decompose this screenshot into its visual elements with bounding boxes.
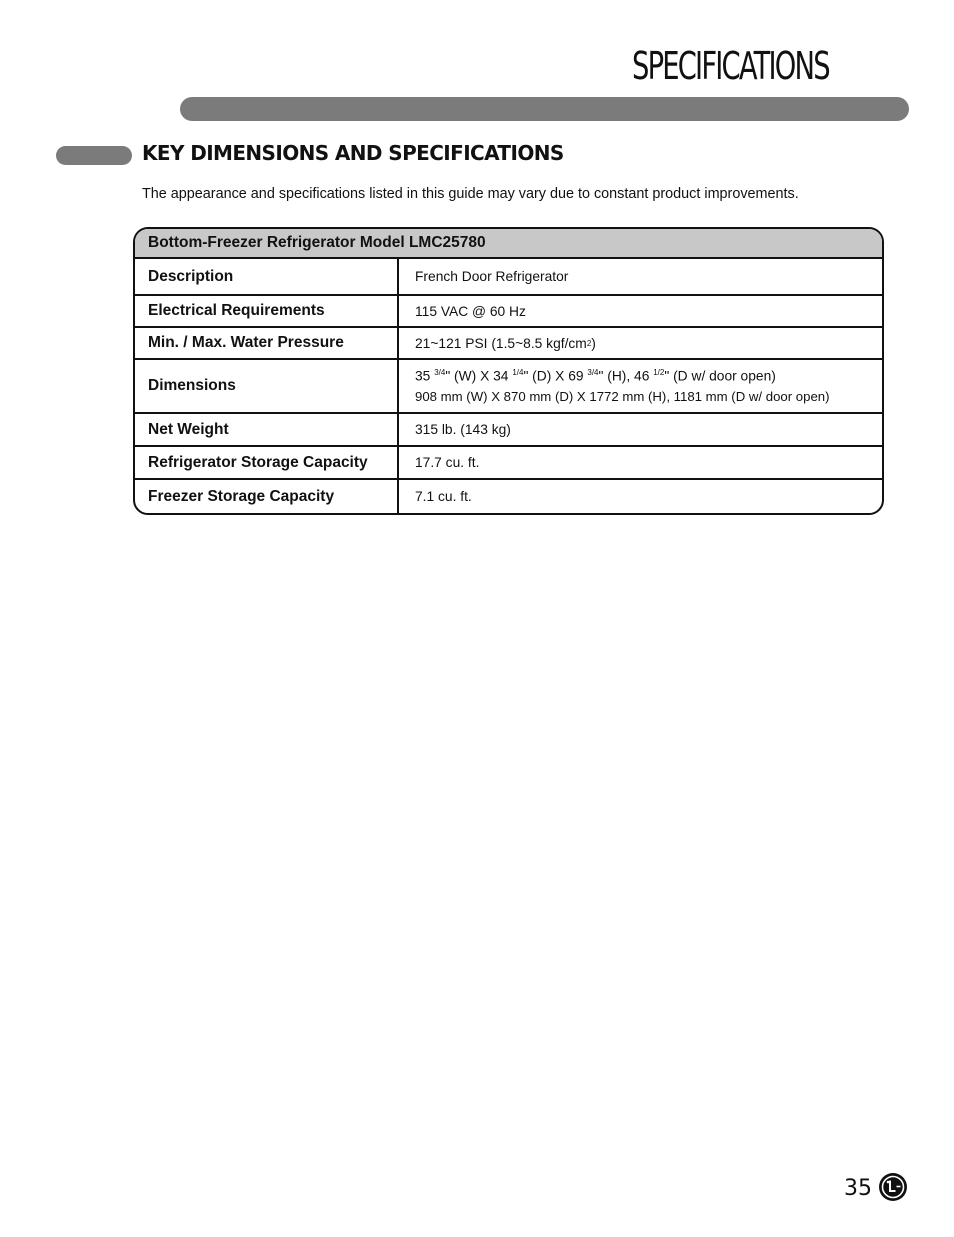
row-value: 315 lb. (143 kg)	[415, 422, 511, 437]
row-label: Dimensions	[135, 360, 399, 412]
table-row	[135, 414, 882, 447]
row-value: 115 VAC @ 60 Hz	[415, 303, 526, 319]
section-title: KEY DIMENSIONS AND SPECIFICATIONS	[142, 141, 564, 165]
header-bar	[180, 97, 909, 121]
fraction: 1/2	[653, 368, 665, 378]
table-row	[135, 360, 882, 414]
lg-logo-icon	[878, 1172, 908, 1202]
row-value: 17.7 cu. ft.	[415, 455, 480, 470]
section-marker	[56, 146, 132, 165]
intro-text: The appearance and specifications listed in this guide may vary due to constant product improvements.	[142, 186, 799, 202]
page-heading: SPECIFICATIONS	[632, 44, 829, 88]
row-label: Refrigerator Storage Capacity	[135, 447, 399, 478]
value-text: " (H), 46	[598, 368, 654, 384]
fraction: 3/4	[434, 368, 446, 378]
table-row	[135, 480, 882, 513]
table-row	[135, 447, 882, 480]
page-number: 35	[844, 1176, 872, 1201]
table-row	[135, 259, 882, 296]
row-value: 7.1 cu. ft.	[415, 489, 472, 504]
row-label: Electrical Requirements	[135, 296, 399, 326]
row-value: French Door Refrigerator	[415, 269, 569, 284]
spec-table	[133, 227, 884, 515]
value-text: " (W) X 34	[445, 368, 513, 384]
row-label: Net Weight	[135, 414, 399, 445]
dimensions-imperial	[415, 368, 776, 384]
row-label: Freezer Storage Capacity	[135, 480, 399, 513]
value-text: " (D) X 69	[523, 368, 588, 384]
value-suffix: )	[591, 335, 596, 351]
spec-table-header: Bottom-Freezer Refrigerator Model LMC25780	[135, 229, 882, 259]
dimensions-metric: 908 mm (W) X 870 mm (D) X 1772 mm (H), 1181 mm (D w/ door open)	[415, 388, 830, 404]
fraction: 3/4	[587, 368, 599, 378]
row-value	[399, 328, 882, 358]
value-text: 21~121 PSI (1.5~8.5 kgf/cm	[415, 335, 587, 351]
value-text: " (D w/ door open)	[664, 368, 776, 384]
row-label: Min. / Max. Water Pressure	[135, 328, 399, 358]
table-row	[135, 296, 882, 328]
fraction: 1/4	[512, 368, 524, 378]
value-superscript: 2	[586, 338, 592, 348]
row-value	[399, 360, 882, 412]
value-text: 35	[415, 368, 435, 384]
table-row	[135, 328, 882, 360]
row-label: Description	[135, 259, 399, 294]
